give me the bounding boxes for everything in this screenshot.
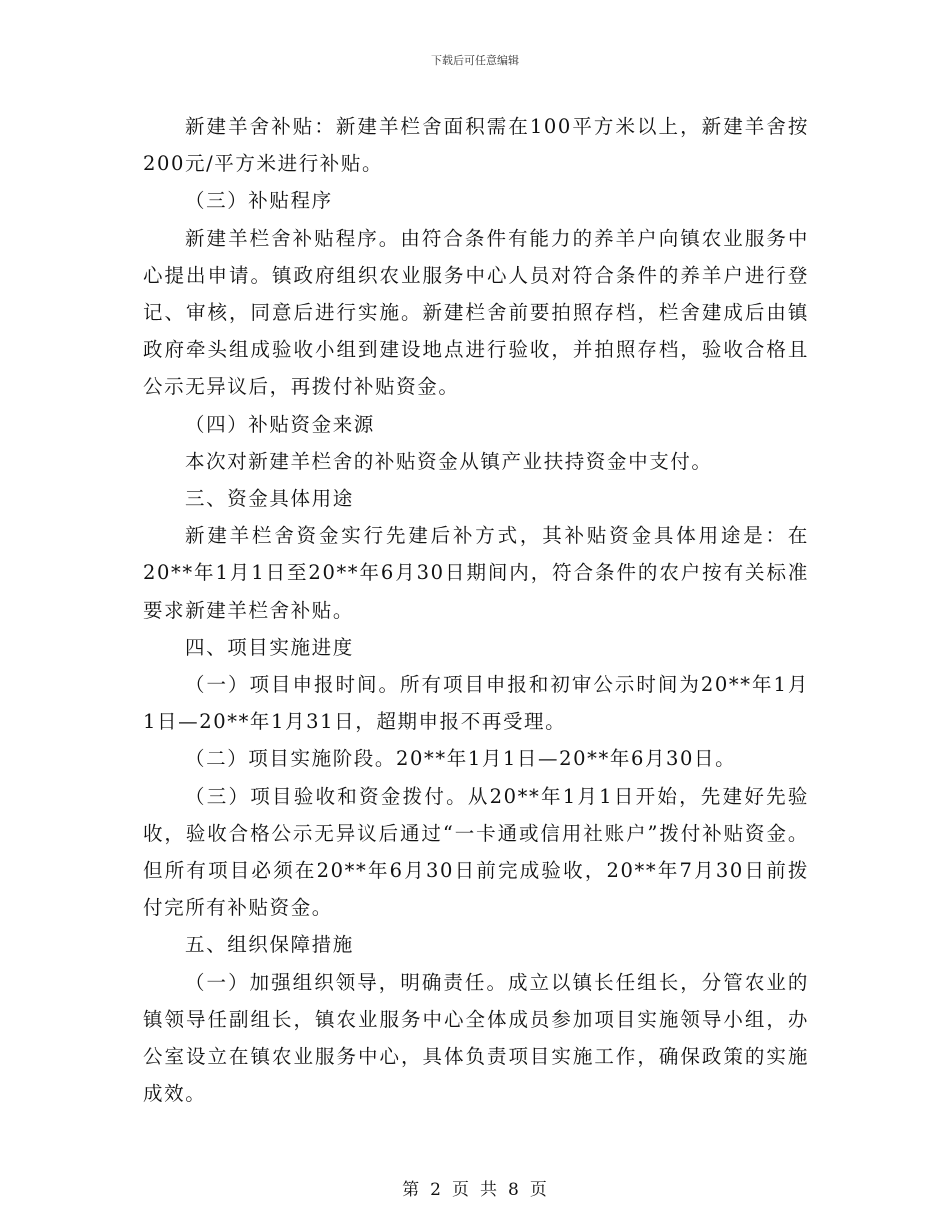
paragraph-acceptance-payment: （三）项目验收和资金拨付。从20**年1月1日开始，先建好先验收，验收合格公示无异议后通过“一卡通或信用社账户”拨付补贴资金。但所有项目必须在20**年6月30日前完成验收，20**年7月30日前拨付完所有补贴资金。: [143, 784, 809, 920]
heading-organization-measures: 五、组织保障措施: [185, 933, 354, 957]
paragraph-subsidy-procedure: 新建羊栏舍补贴程序。由符合条件有能力的养羊户向镇农业服务中心提出申请。镇政府组织农业服务中心人员对符合条件的养羊户进行登记、审核，同意后进行实施。新建栏舍前要拍照存档，栏舍建成后由镇政府牵头组成验收小组到建设地点进行验收，并拍照存档，验收合格且公示无异议后，再拨付补贴资金。: [143, 226, 809, 399]
current-page-number: 2: [430, 1180, 442, 1200]
paragraph-fund-source: 本次对新建羊栏舍的补贴资金从镇产业扶持资金中支付。: [185, 449, 713, 473]
heading-subsidy-procedure: （三）补贴程序: [185, 189, 333, 213]
page-footer: [0, 1175, 950, 1200]
page-number-prefix: 第: [402, 1180, 421, 1200]
heading-project-schedule: 四、项目实施进度: [185, 635, 354, 659]
page-number-unit: 页: [452, 1180, 470, 1200]
heading-fund-usage: 三、资金具体用途: [185, 487, 354, 511]
page-total-prefix: 共: [480, 1180, 498, 1200]
paragraph-application-time: （一）项目申报时间。所有项目申报和初审公示时间为20**年1月1日—20**年1月31日，超期申报不再受理。: [143, 673, 809, 734]
page-total-unit: 页: [529, 1180, 548, 1200]
total-page-number: 8: [508, 1180, 520, 1200]
paragraph-new-shed-subsidy: 新建羊舍补贴：新建羊栏舍面积需在100平方米以上，新建羊舍按200元/平方米进行补贴。: [143, 115, 809, 176]
paragraph-implementation-stage: （二）项目实施阶段。20**年1月1日—20**年6月30日。: [185, 747, 737, 771]
document-body: [143, 108, 809, 1112]
paragraph-fund-usage: 新建羊栏舍资金实行先建后补方式，其补贴资金具体用途是：在20**年1月1日至20**年6月30日期间内，符合条件的农户按有关标准要求新建羊栏舍补贴。: [143, 524, 809, 622]
heading-fund-source: （四）补贴资金来源: [185, 412, 375, 436]
page-header: 下载后可任意编辑: [431, 54, 519, 67]
paragraph-organization-leadership: （一）加强组织领导，明确责任。成立以镇长任组长，分管农业的镇领导任副组长，镇农业服务中心全体成员参加项目实施领导小组，办公室设立在镇农业服务中心，具体负责项目实施工作，确保政策的实施成效。: [143, 970, 809, 1106]
